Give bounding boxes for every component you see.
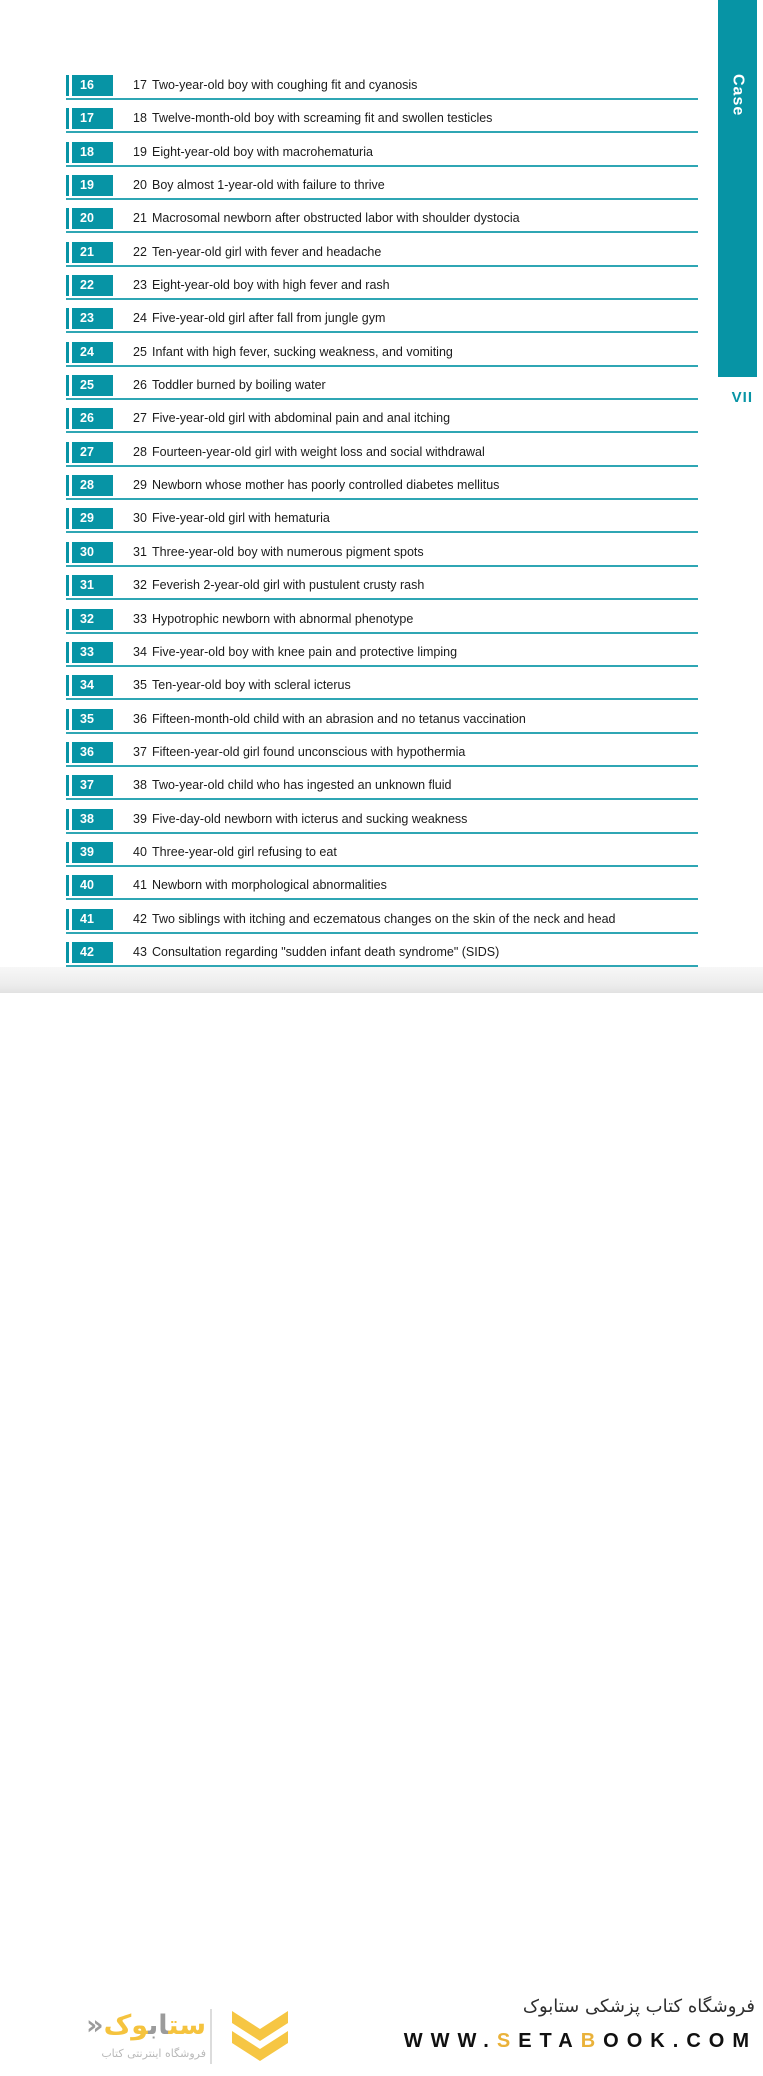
case-number-badge: 20	[72, 208, 113, 229]
case-number-badge: 38	[72, 809, 113, 830]
case-title: Five-year-old girl after fall from jungle gym	[152, 311, 386, 326]
case-title: Five-year-old girl with abdominal pain and anal itching	[152, 411, 451, 426]
row-accent-bar	[66, 375, 69, 396]
case-title: Five-year-old boy with knee pain and protective limping	[152, 644, 458, 659]
case-title: Feverish 2-year-old girl with pustulent crusty rash	[152, 578, 425, 593]
case-row	[66, 75, 698, 100]
case-row	[66, 709, 698, 734]
case-page-number: 20	[133, 178, 147, 193]
case-title: Two-year-old boy with coughing fit and cyanosis	[152, 78, 418, 92]
case-page-number: 32	[133, 578, 147, 593]
row-accent-bar	[66, 542, 69, 563]
case-page-number: 38	[133, 778, 147, 793]
case-title: Fifteen-month-old child with an abrasion and no tetanus vaccination	[152, 711, 526, 726]
row-accent-bar	[66, 842, 69, 863]
case-page-number: 23	[133, 278, 147, 293]
case-row	[66, 175, 698, 200]
setabook-wordmark: ستابوک«	[86, 2010, 206, 2041]
row-accent-bar	[66, 575, 69, 596]
case-number-badge: 22	[72, 275, 113, 296]
case-page-number: 28	[133, 444, 147, 459]
row-accent-bar	[66, 308, 69, 329]
case-number-badge: 19	[72, 175, 113, 196]
row-accent-bar	[66, 242, 69, 263]
case-page-number: 22	[133, 244, 147, 259]
case-number-badge: 29	[72, 508, 113, 529]
case-page-number: 29	[133, 478, 147, 493]
footer	[0, 993, 763, 2060]
store-title: فروشگاه کتاب پزشکی ستابوک	[522, 1996, 755, 2017]
case-row	[66, 408, 698, 433]
case-row	[66, 875, 698, 900]
case-number-badge: 26	[72, 408, 113, 429]
case-title: Two siblings with itching and eczematous changes on the skin of the neck and head	[152, 911, 616, 926]
case-number-badge: 36	[72, 742, 113, 763]
row-accent-bar	[66, 675, 69, 696]
case-page-number: 37	[133, 744, 147, 759]
case-number-badge: 21	[72, 242, 113, 263]
case-page-number: 41	[133, 878, 147, 893]
case-page-number: 19	[133, 144, 147, 159]
case-title: Fifteen-year-old girl found unconscious with hypothermia	[152, 744, 466, 759]
case-page-number: 17	[133, 78, 147, 92]
case-page-number: 34	[133, 644, 147, 659]
case-row	[66, 609, 698, 634]
case-title: Newborn with morphological abnormalities	[152, 878, 387, 893]
case-row	[66, 308, 698, 333]
row-accent-bar	[66, 442, 69, 463]
row-accent-bar	[66, 142, 69, 163]
row-accent-bar	[66, 709, 69, 730]
case-number-badge: 41	[72, 909, 113, 930]
case-row	[66, 675, 698, 700]
case-number-badge: 16	[72, 75, 113, 96]
case-row	[66, 575, 698, 600]
case-page-number: 36	[133, 711, 147, 726]
case-number-badge: 32	[72, 609, 113, 630]
case-title: Three-year-old boy with numerous pigment spots	[152, 544, 424, 559]
row-accent-bar	[66, 609, 69, 630]
setabook-chevron-logo-icon	[224, 2007, 296, 2076]
case-page-number: 40	[133, 844, 147, 859]
case-title: Toddler burned by boiling water	[152, 378, 326, 393]
case-page-number: 31	[133, 544, 147, 559]
case-page-number: 27	[133, 411, 147, 426]
case-title: Twelve-month-old boy with screaming fit and swollen testicles	[152, 111, 493, 126]
case-number-badge: 33	[72, 642, 113, 663]
case-row	[66, 909, 698, 934]
case-row	[66, 342, 698, 367]
case-title: Five-year-old girl with hematuria	[152, 511, 330, 526]
row-accent-bar	[66, 75, 69, 96]
case-list	[66, 75, 698, 975]
case-page-number: 35	[133, 678, 147, 693]
case-page-number: 33	[133, 611, 147, 626]
chapter-tab	[718, 0, 757, 377]
case-title: Eight-year-old boy with high fever and rash	[152, 278, 390, 293]
case-title: Consultation regarding "sudden infant death syndrome" (SIDS)	[152, 944, 500, 959]
case-page-number: 43	[133, 944, 147, 959]
case-number-badge: 25	[72, 375, 113, 396]
row-accent-bar	[66, 208, 69, 229]
case-number-badge: 24	[72, 342, 113, 363]
case-number-badge: 27	[72, 442, 113, 463]
row-accent-bar	[66, 275, 69, 296]
case-row	[66, 242, 698, 267]
case-title: Hypotrophic newborn with abnormal phenotype	[152, 611, 414, 626]
store-url: WWW.SETABOOK.COM	[403, 2030, 757, 2052]
case-row	[66, 942, 698, 967]
case-row	[66, 375, 698, 400]
row-accent-bar	[66, 342, 69, 363]
case-number-badge: 35	[72, 709, 113, 730]
case-row	[66, 508, 698, 533]
case-title: Ten-year-old girl with fever and headache	[152, 244, 382, 259]
case-page-number: 39	[133, 811, 147, 826]
page-number: VII	[731, 389, 753, 406]
row-accent-bar	[66, 775, 69, 796]
case-page-number: 24	[133, 311, 147, 326]
row-accent-bar	[66, 642, 69, 663]
case-title: Newborn whose mother has poorly controlled diabetes mellitus	[152, 478, 500, 493]
row-accent-bar	[66, 508, 69, 529]
row-accent-bar	[66, 875, 69, 896]
case-page-number: 18	[133, 111, 147, 126]
case-page-number: 42	[133, 911, 147, 926]
row-accent-bar	[66, 475, 69, 496]
case-number-badge: 39	[72, 842, 113, 863]
case-title: Macrosomal newborn after obstructed labor with shoulder dystocia	[152, 211, 520, 226]
row-accent-bar	[66, 175, 69, 196]
case-row	[66, 642, 698, 667]
case-row	[66, 208, 698, 233]
case-page-number: 25	[133, 344, 147, 359]
case-number-badge: 18	[72, 142, 113, 163]
case-number-badge: 23	[72, 308, 113, 329]
chapter-tab-label: Case	[729, 74, 747, 117]
case-title: Ten-year-old boy with scleral icterus	[152, 678, 351, 693]
case-title: Three-year-old girl refusing to eat	[152, 844, 337, 859]
row-accent-bar	[66, 909, 69, 930]
case-number-badge: 40	[72, 875, 113, 896]
case-page-number: 21	[133, 211, 147, 226]
case-title: Eight-year-old boy with macrohematuria	[152, 144, 373, 159]
brand-tagline: فروشگاه اینترنتی کتاب	[101, 2047, 206, 2060]
case-number-badge: 30	[72, 542, 113, 563]
case-number-badge: 37	[72, 775, 113, 796]
case-number-badge: 28	[72, 475, 113, 496]
case-row	[66, 108, 698, 133]
case-number-badge: 31	[72, 575, 113, 596]
case-row	[66, 475, 698, 500]
case-row	[66, 142, 698, 167]
row-accent-bar	[66, 742, 69, 763]
row-accent-bar	[66, 408, 69, 429]
case-row	[66, 742, 698, 767]
case-number-badge: 34	[72, 675, 113, 696]
logo-divider	[210, 2009, 212, 2064]
case-number-badge: 42	[72, 942, 113, 963]
case-title: Fourteen-year-old girl with weight loss and social withdrawal	[152, 444, 485, 459]
case-row	[66, 775, 698, 800]
case-row	[66, 809, 698, 834]
row-accent-bar	[66, 809, 69, 830]
case-row	[66, 442, 698, 467]
row-accent-bar	[66, 942, 69, 963]
case-title: Five-day-old newborn with icterus and sucking weakness	[152, 811, 468, 826]
case-row	[66, 275, 698, 300]
case-title: Two-year-old child who has ingested an unknown fluid	[152, 778, 452, 793]
case-page-number: 30	[133, 511, 147, 526]
case-row	[66, 842, 698, 867]
case-row	[66, 542, 698, 567]
case-title: Infant with high fever, sucking weakness, and vomiting	[152, 344, 453, 359]
row-accent-bar	[66, 108, 69, 129]
footer-divider-band	[0, 967, 763, 993]
case-number-badge: 17	[72, 108, 113, 129]
case-page-number: 26	[133, 378, 147, 393]
case-title: Boy almost 1-year-old with failure to thrive	[152, 178, 385, 193]
